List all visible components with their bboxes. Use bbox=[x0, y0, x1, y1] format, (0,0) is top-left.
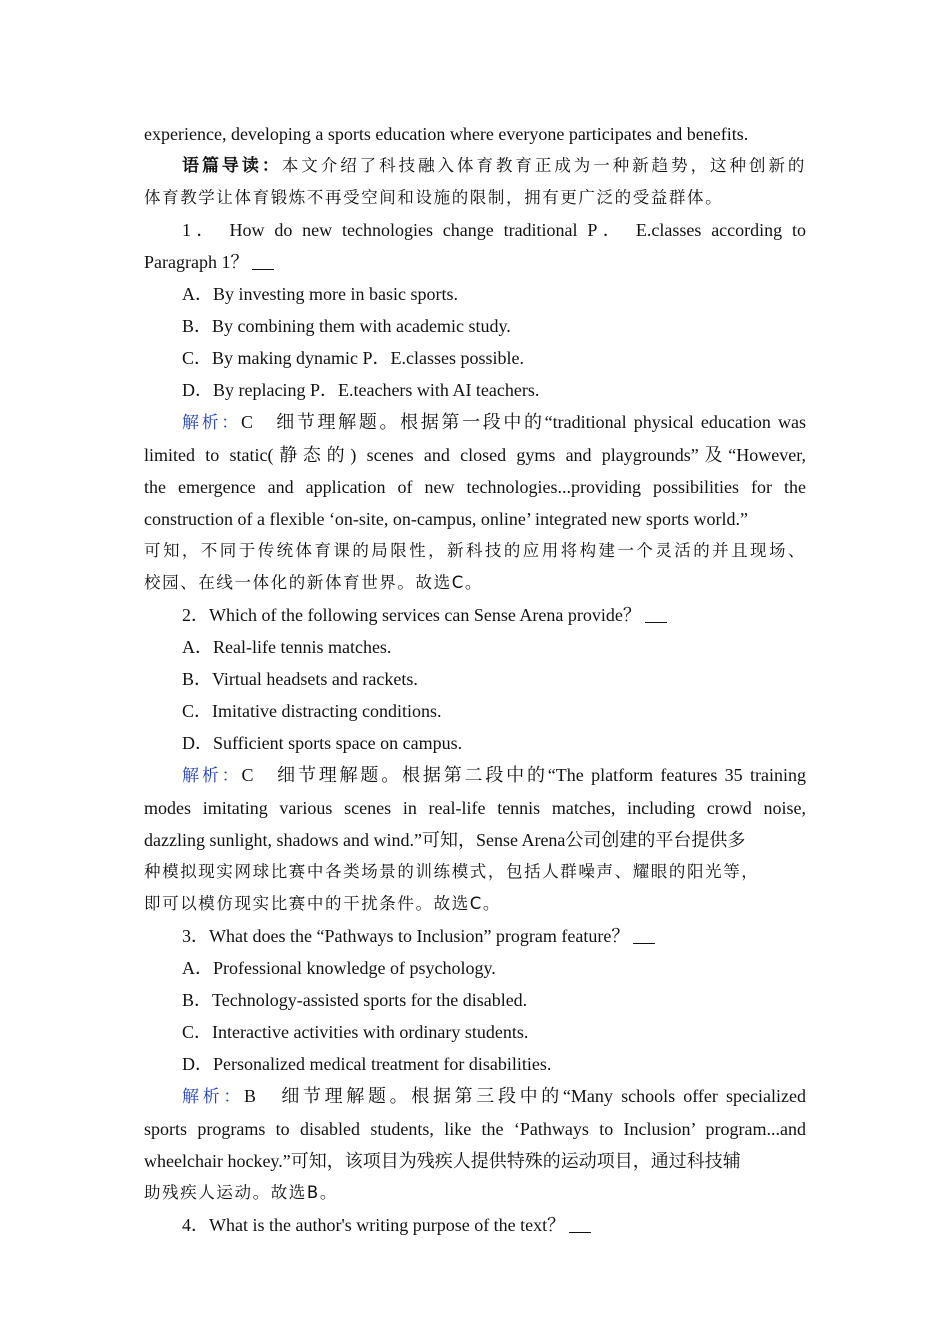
question-3-analysis-line: 助残疾人运动。故选B。 bbox=[144, 1183, 338, 1202]
question-1-analysis-line: construction of a flexible ‘on-site, on-campus, online’ integrated new sports world.” bbox=[144, 509, 748, 529]
question-4-stem: 4．What is the author's writing purpose of the text？ bbox=[144, 1209, 806, 1241]
question-2-option-a: A．Real-life tennis matches. bbox=[182, 637, 392, 657]
question-3-analysis: 解析：B 细节理解题。根据第三段中的“Many schools offer specialized bbox=[182, 1086, 807, 1107]
guide-line-1: 语篇导读：本文介绍了科技融入体育教育正成为一种新趋势，这种创新的 bbox=[182, 156, 807, 176]
question-3-option-c: C．Interactive activities with ordinary students. bbox=[182, 1022, 529, 1042]
guide-line-2: 体育教学让体育锻炼不再受空间和设施的限制，拥有更广泛的受益群体。 bbox=[144, 188, 724, 207]
question-1-stem-cont: Paragraph 1？ bbox=[144, 246, 806, 278]
question-2-option-b: B．Virtual headsets and rackets. bbox=[182, 669, 418, 689]
question-3-option-b: B．Technology-assisted sports for the disabled. bbox=[182, 990, 528, 1010]
question-1-analysis-line: limited to static(静态的) scenes and closed gyms and playgrounds”及“However, bbox=[144, 445, 806, 465]
document-page bbox=[144, 118, 806, 1241]
question-1-option-c: C．By making dynamic P．E.classes possible. bbox=[182, 348, 524, 368]
question-2-option-d: D．Sufficient sports space on campus. bbox=[182, 733, 463, 753]
question-1-option-b: B．By combining them with academic study. bbox=[182, 316, 511, 336]
question-3-option-a: A．Professional knowledge of psychology. bbox=[182, 958, 496, 978]
question-2-analysis-line: 即可以模仿现实比赛中的干扰条件。故选C。 bbox=[144, 894, 502, 913]
question-2-analysis-line: modes imitating various scenes in real-life tennis matches, including crowd noise, bbox=[144, 798, 806, 818]
question-2-analysis-line: 种模拟现实网球比赛中各类场景的训练模式，包括人群噪声、耀眼的阳光等， bbox=[144, 862, 760, 881]
question-2-analysis-line: dazzling sunlight, shadows and wind.”可知，Sense Arena公司创建的平台提供多 bbox=[144, 830, 746, 850]
question-2-analysis: 解析：C 细节理解题。根据第二段中的“The platform features 35 training bbox=[182, 765, 806, 786]
question-3-stem: 3．What does the “Pathways to Inclusion” program feature？ bbox=[144, 920, 806, 952]
question-2-option-c: C．Imitative distracting conditions. bbox=[182, 701, 442, 721]
question-1-analysis-line: 可知，不同于传统体育课的局限性，新科技的应用将构建一个灵活的并且现场、 bbox=[144, 541, 806, 560]
guide-label: 语篇导读： bbox=[182, 156, 282, 176]
answer-blank[interactable] bbox=[252, 251, 274, 270]
answer-blank[interactable] bbox=[569, 1214, 591, 1233]
question-3-analysis-line: wheelchair hockey.”可知，该项目为残疾人提供特殊的运动项目，通过科技辅 bbox=[144, 1151, 741, 1171]
question-1-analysis-line: 校园、在线一体化的新体育世界。故选C。 bbox=[144, 573, 483, 592]
answer-blank[interactable] bbox=[645, 604, 667, 623]
answer-blank[interactable] bbox=[633, 925, 655, 944]
question-2-stem: 2．Which of the following services can Sense Arena provide？ bbox=[144, 599, 806, 631]
intro-tail: experience, developing a sports education where everyone participates and benefits. bbox=[144, 124, 749, 144]
question-3-option-d: D．Personalized medical treatment for disabilities. bbox=[182, 1054, 552, 1074]
question-1-option-d: D．By replacing P．E.teachers with AI teachers. bbox=[182, 380, 540, 400]
question-3-analysis-line: sports programs to disabled students, like the ‘Pathways to Inclusion’ program...and bbox=[144, 1119, 806, 1139]
question-1-analysis: 解析：C 细节理解题。根据第一段中的“traditional physical education was bbox=[182, 412, 807, 433]
question-1-option-a: A．By investing more in basic sports. bbox=[182, 284, 458, 304]
question-1-analysis-line: the emergence and application of new technologies...providing possibilities for the bbox=[144, 477, 806, 497]
question-1-stem: 1． How do new technologies change traditional P． E.classes according to bbox=[182, 220, 806, 240]
